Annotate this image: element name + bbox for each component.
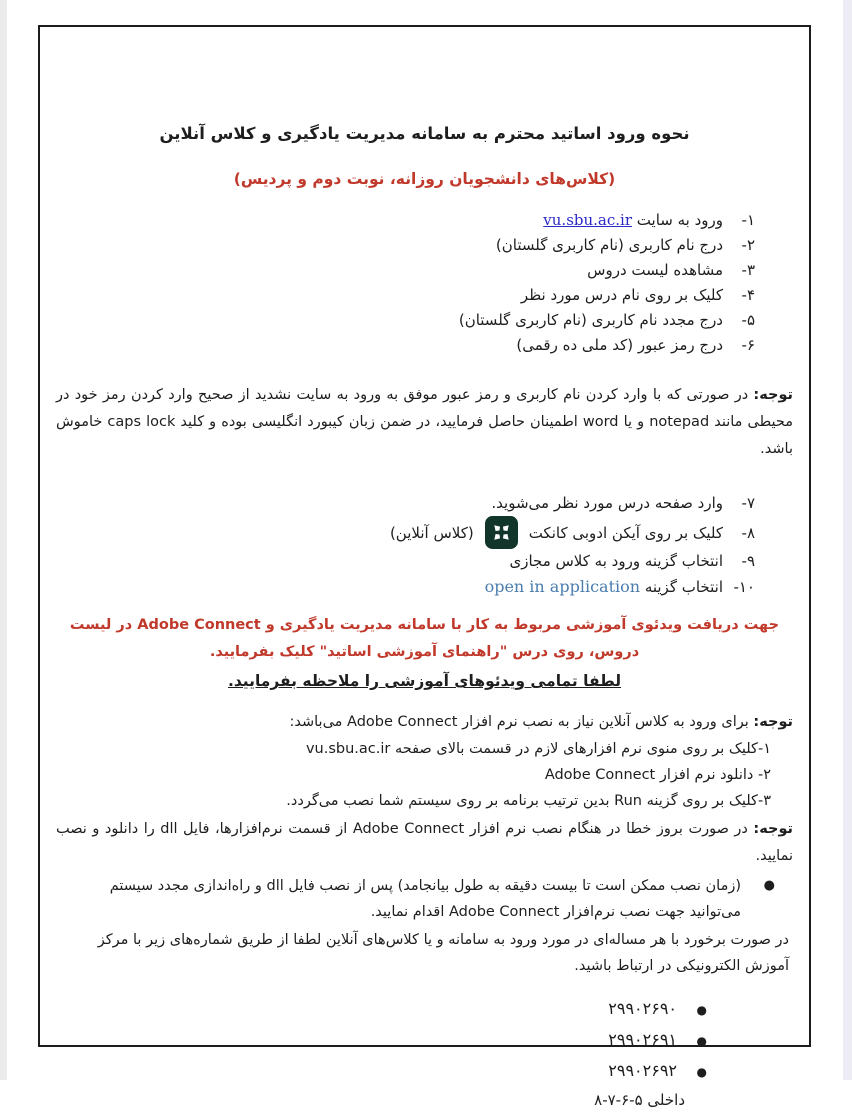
- step-text: درج مجدد نام کاربری (نام کاربری گلستان): [458, 311, 723, 329]
- list-item: [56, 516, 755, 549]
- note-label: توجه:: [753, 387, 793, 403]
- step-text: مشاهده لیست دروس: [587, 261, 723, 279]
- bullet-icon: ●: [763, 878, 775, 893]
- page-subtitle: (کلاس‌های دانشجویان روزانه، نوبت دوم و پردیس): [233, 170, 616, 188]
- class-entry-steps-list: [56, 491, 793, 600]
- list-item: [56, 994, 707, 1025]
- note-password: [56, 382, 793, 463]
- list-item: [56, 333, 755, 358]
- step-number: ۶-: [741, 336, 755, 354]
- page-title: نحوه ورود اساتید محترم به سامانه مدیریت یادگیری و کلاس آنلاین: [159, 124, 690, 143]
- list-item: [56, 233, 755, 258]
- list-item: ۳-کلیک بر روی گزینه Run بدین ترتیب برنامه بر روی سیستم شما نصب می‌گردد.: [286, 793, 771, 809]
- training-video-notice: جهت دریافت ویدئوی آموزشی مربوط به کار با سامانه مدیریت یادگیری و Adobe Connect در لیست دروس، روی درس "راهنمای آموزشی اساتید" کلیک بفرمایید.: [69, 617, 780, 660]
- list-item: ۱-کلیک بر روی منوی نرم افزارهای لازم در قسمت بالای صفحه vu.sbu.ac.ir: [305, 741, 771, 757]
- vu-site-link[interactable]: vu.sbu.ac.ir: [543, 211, 633, 229]
- step-number: ۹-: [741, 552, 755, 570]
- step-text: کلیک بر روی نام درس مورد نظر: [520, 286, 723, 304]
- watch-all-videos-line: لطفا تمامی ویدئوهای آموزشی را ملاحظه بفرمایید.: [227, 672, 622, 690]
- phone-number: ۲۹۹۰۲۶۹۰: [608, 998, 677, 1018]
- bullet-icon: ●: [696, 1033, 707, 1048]
- step-text: انتخاب گزینه: [640, 578, 723, 596]
- bullet-text: (زمان نصب ممکن است تا بیست دقیقه به طول بیانجامد) پس از نصب فایل dll و راه‌اندازی مجدد سیستم می‌توانید جهت نصب نرم‌افزار Adobe Connect اقدام نمایید.: [109, 878, 741, 920]
- list-item: [56, 283, 755, 308]
- document-border: [38, 25, 811, 1109]
- step-text: وارد صفحه درس مورد نظر می‌شوید.: [491, 494, 723, 512]
- step-number: ۳-: [741, 261, 755, 279]
- step-text: ورود به سایت: [632, 211, 723, 229]
- note-text: در صورتی که با وارد کردن نام کاربری و رمز عبور موفق به ورود به سایت نشدید از صحیح وارد کردن رمز خود در محیطی مانند notepad و یا word اطمینان حاصل فرمایید، در ضمن زبان کیبورد انگلیسی بوده و کلید caps lock خاموش باشد.: [56, 387, 793, 457]
- step-text: انتخاب گزینه ورود به کلاس مجازی: [509, 552, 723, 570]
- note-text: در صورت بروز خطا در هنگام نصب نرم افزار Adobe Connect از قسمت نرم‌افزارها، فایل dll را دانلود و نصب نمایید.: [56, 821, 793, 864]
- list-item: [56, 574, 755, 600]
- adobe-connect-icon: [484, 516, 519, 549]
- list-item: [56, 1056, 707, 1087]
- install-steps-list: [56, 736, 793, 814]
- contact-paragraph: در صورت برخورد با هر مساله‌ای در مورد ورود به سامانه و یا کلاس‌های آنلاین لطفا از طریق شماره‌های زیر با مرکز آموزش الکترونیکی در ارتباط باشید.: [97, 932, 789, 974]
- phone-number: ۲۹۹۰۲۶۹۲: [608, 1060, 677, 1080]
- list-item: [56, 308, 755, 333]
- step-number: ۸-: [741, 524, 755, 542]
- open-in-application-text: open in application: [484, 577, 641, 596]
- install-time-bullet: [56, 873, 793, 925]
- step-text: درج نام کاربری (نام کاربری گلستان): [495, 236, 723, 254]
- internal-extensions-line: داخلی ۵‏-‏۶‏-‏۷‏-‏۸: [594, 1090, 685, 1109]
- bullet-icon: ●: [696, 1002, 707, 1017]
- note-label: توجه:: [753, 821, 793, 837]
- photo-edge-right: [843, 0, 852, 1080]
- phone-number: ۲۹۹۰۲۶۹۱: [608, 1029, 677, 1049]
- login-steps-list: [56, 208, 793, 358]
- note-label: توجه:: [753, 714, 793, 730]
- note-install: [56, 709, 793, 736]
- list-item: ۲- دانلود نرم افزار Adobe Connect: [544, 767, 771, 783]
- note-text: برای ورود به کلاس آنلاین نیاز به نصب نرم افزار Adobe Connect می‌باشد:: [289, 714, 754, 730]
- step-text: درج رمز عبور (کد ملی ده رقمی): [516, 336, 723, 354]
- step-number: ۲-: [741, 236, 755, 254]
- list-item: [56, 1025, 707, 1056]
- list-item: [56, 258, 755, 283]
- note-dll-error: [56, 816, 793, 870]
- list-item: [56, 208, 755, 233]
- phone-list: [56, 994, 793, 1087]
- step-suffix: (کلاس آنلاین): [389, 524, 474, 542]
- step-number: ۷-: [741, 494, 755, 512]
- list-item: [56, 549, 755, 574]
- step-number: ۴-: [741, 286, 755, 304]
- step-number: ۱۰-: [733, 578, 755, 596]
- list-item: [56, 491, 755, 516]
- step-text: کلیک بر روی آیکن ادوبی کانکت: [528, 524, 723, 542]
- step-number: ۱-: [741, 211, 755, 229]
- bullet-icon: ●: [696, 1064, 707, 1079]
- photo-edge-left: [0, 0, 7, 1080]
- step-number: ۵-: [741, 311, 755, 329]
